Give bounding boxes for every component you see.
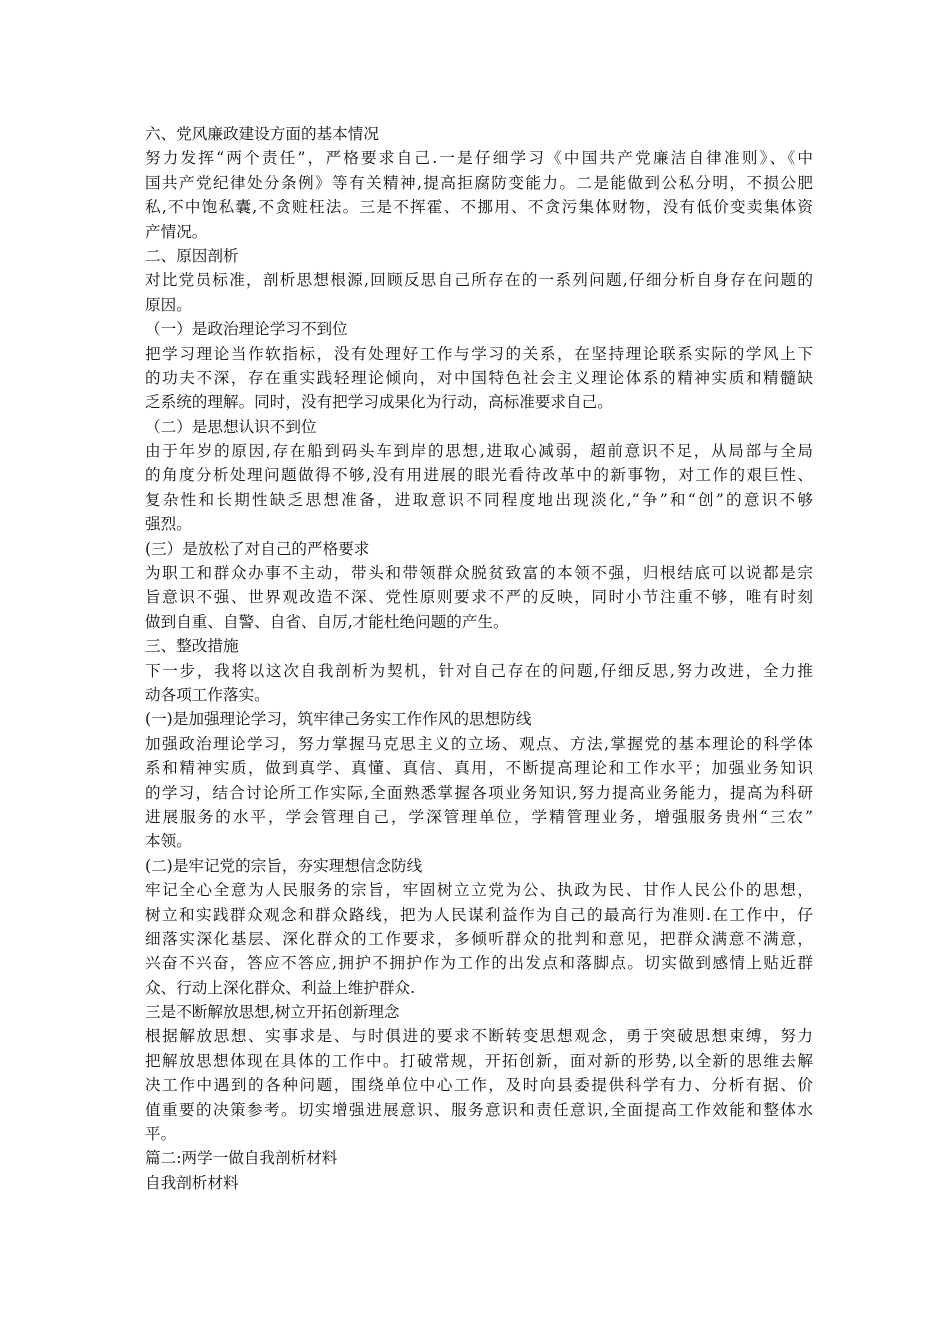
text-line: 强烈。 bbox=[145, 515, 192, 534]
text-line: 把解放思想体现在具体的工作中。打破常规，开拓创新，面对新的形势,以全新的思维去解 bbox=[145, 1051, 813, 1070]
text-line: 原因。 bbox=[145, 295, 192, 314]
document-body bbox=[145, 122, 813, 1195]
text-line: 的学习，结合讨论所工作实际,全面熟悉掌握各项业务知识,努力提高业务能力，提高为科研 bbox=[145, 783, 813, 802]
text-line: 把学习理论当作软指标，没有处理好工作与学习的关系，在坚持理论联系实际的学风上下 bbox=[145, 344, 813, 363]
text-line: 国共产党纪律处分条例》等有关精神,提高拒腐防变能力。二是能做到公私分明，不损公肥 bbox=[145, 173, 813, 192]
text-line: (二)是牢记党的宗旨，夯实理想信念防线 bbox=[145, 856, 423, 875]
text-line: (三）是放松了对自己的严格要求 bbox=[145, 539, 370, 558]
text-line: 由于年岁的原因,存在船到码头车到岸的思想,进取心减弱，超前意识不足，从局部与全局 bbox=[145, 442, 813, 461]
text-line: 三是不断解放思想,树立开拓创新理念 bbox=[145, 1003, 400, 1022]
text-line: 自我剖析材料 bbox=[145, 1173, 239, 1192]
text-line: 系和精神实质，做到真学、真懂、真信、真用，不断提高理论和工作水平；加强业务知识 bbox=[145, 759, 813, 778]
text-line: 产情况。 bbox=[145, 222, 208, 241]
text-line: 本领。 bbox=[145, 832, 192, 851]
text-line: 树立和实践群众观念和群众路线，把为人民谋利益作为自己的最高行为准则.在工作中，仔 bbox=[145, 905, 813, 924]
text-line: 平。 bbox=[145, 1125, 177, 1144]
text-line: 下一步，我将以这次自我剖析为契机，针对自己存在的问题,仔细反思,努力改进，全力推 bbox=[145, 661, 813, 680]
text-line: 根据解放思想、实事求是、与时俱进的要求不断转变思想观念，勇于突破思想束缚，努力 bbox=[145, 1027, 813, 1046]
text-line: 篇二:两学一做自我剖析材料 bbox=[145, 1149, 338, 1168]
text-line: 六、党风廉政建设方面的基本情况 bbox=[145, 125, 379, 143]
text-line: 为职工和群众办事不主动，带头和带领群众脱贫致富的本领不强，归根结底可以说都是宗 bbox=[145, 564, 813, 583]
text-line: 努力发挥“两个责任”，严格要求自己.一是仔细学习《中国共产党廉洁自律准则》、《中 bbox=[145, 149, 813, 168]
text-line: 三、整改措施 bbox=[145, 637, 239, 656]
text-line: 进展服务的水平，学会管理自己，学深管理单位，学精管理业务，增强服务贵州“三农” bbox=[145, 807, 813, 826]
text-line: （一）是政治理论学习不到位 bbox=[145, 320, 348, 339]
text-line: 私,不中饱私囊,不贪赃枉法。三是不挥霍、不挪用、不贪污集体财物，没有低价变卖集体资 bbox=[145, 198, 813, 217]
text-line: 众、行动上深化群众、利益上维护群众. bbox=[145, 978, 416, 997]
text-line: 决工作中遇到的各种问题，围绕单位中心工作，及时向县委提供科学有力、分析有据、价 bbox=[145, 1076, 813, 1095]
text-line: 二、原因剖析 bbox=[145, 246, 239, 265]
text-line: 加强政治理论学习，努力掌握马克思主义的立场、观点、方法,掌握党的基本理论的科学体 bbox=[145, 734, 813, 753]
text-line: 的功夫不深，存在重实践轻理论倾向，对中国特色社会主义理论体系的精神实质和精髓缺 bbox=[145, 368, 813, 387]
text-line: 的角度分析处理问题做得不够,没有用进展的眼光看待改革中的新事物，对工作的艰巨性、 bbox=[145, 466, 813, 485]
text-line: 旨意识不强、世界观改造不深、党性原则要求不严的反映，同时小节注重不够，唯有时刻 bbox=[145, 588, 813, 607]
text-line: 对比党员标准，剖析思想根源,回顾反思自己所存在的一系列问题,仔细分析自身存在问题的 bbox=[145, 271, 813, 290]
text-line: 细落实深化基层、深化群众的工作要求，多倾听群众的批判和意见，把群众满意不满意， bbox=[145, 929, 813, 948]
text-line: 值重要的决策参考。切实增强进展意识、服务意识和责任意识,全面提高工作效能和整体水 bbox=[145, 1100, 813, 1119]
text-line: 兴奋不兴奋，答应不答应,拥护不拥护作为工作的出发点和落脚点。切实做到感情上贴近群 bbox=[145, 954, 813, 973]
text-line: 乏系统的理解。同时，没有把学习成果化为行动，高标准要求自己。 bbox=[145, 393, 613, 412]
text-line: 牢记全心全意为人民服务的宗旨，牢固树立立党为公、执政为民、甘作人民公仆的思想， bbox=[145, 881, 813, 900]
text-line: (一)是加强理论学习，筑牢律己务实工作作风的思想防线 bbox=[145, 710, 532, 729]
text-line: 动各项工作落实。 bbox=[145, 685, 270, 704]
text-line: （二）是思想认识不到位 bbox=[145, 417, 317, 436]
text-line: 复杂性和长期性缺乏思想准备，进取意识不同程度地出现淡化,“争”和“创”的意识不够 bbox=[145, 490, 813, 509]
text-line: 做到自重、自警、自省、自厉,才能杜绝问题的产生。 bbox=[145, 612, 509, 631]
